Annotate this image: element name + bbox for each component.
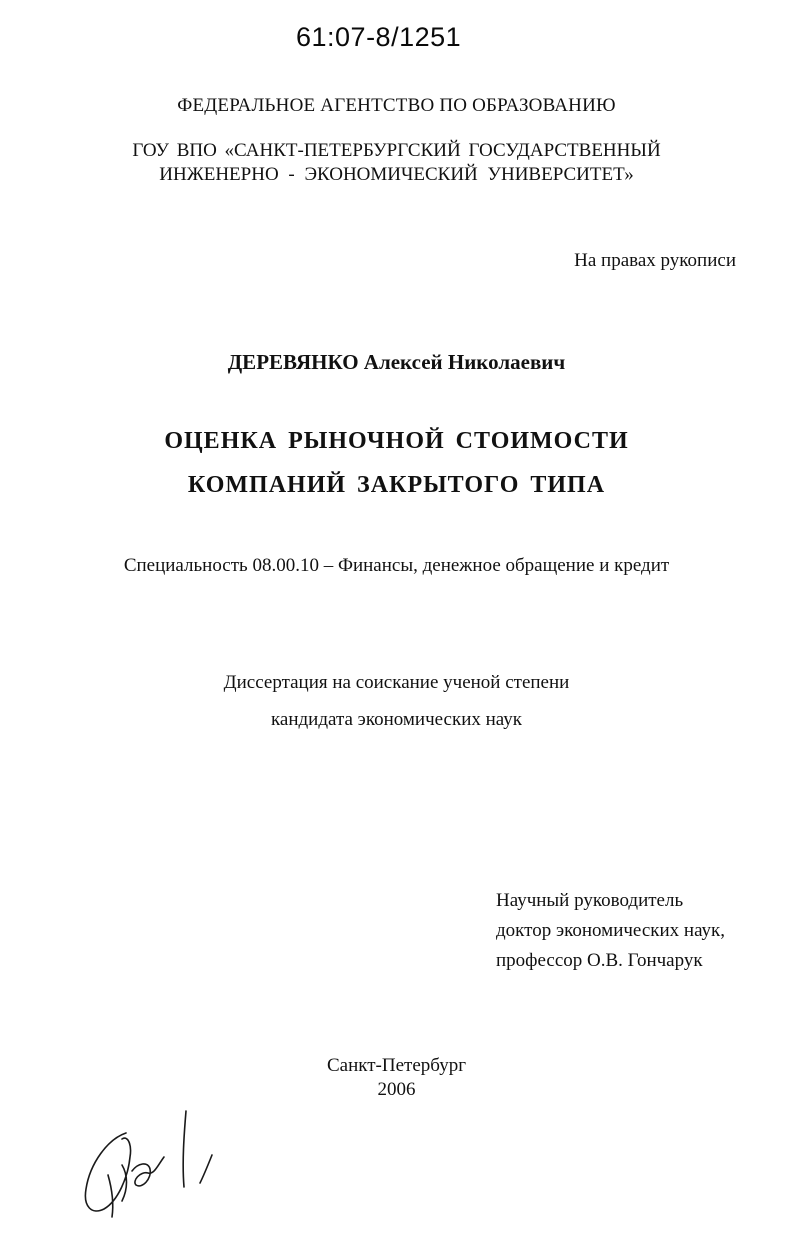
degree-line1: Диссертация на соискание ученой степени <box>223 672 570 693</box>
author-name <box>0 350 793 375</box>
manuscript-rights-note: На правах рукописи <box>574 250 736 271</box>
supervisor-degree: доктор экономических наук, <box>496 920 726 941</box>
dissertation-title-line1: ОЦЕНКА РЫНОЧНОЙ СТОИМОСТИ <box>164 428 629 454</box>
dissertation-title-line2: КОМПАНИЙ ЗАКРЫТОГО ТИПА <box>187 472 606 498</box>
city: Санкт-Петербург <box>326 1055 466 1076</box>
supervisor-name: профессор О.В. Гончарук <box>496 950 703 971</box>
university-name-line1: ГОУ ВПО «САНКТ-ПЕТЕРБУРГСКИЙ ГОСУДАРСТВЕННЫЙ <box>132 140 661 161</box>
supervisor-heading: Научный руководитель <box>496 890 684 911</box>
author-given-names: Алексей Николаевич <box>363 350 566 374</box>
specialty-line: Специальность 08.00.10 – Финансы, денежное обращение и кредит <box>123 555 670 576</box>
degree-line2: кандидата экономических наук <box>270 709 523 730</box>
registry-stamp: 61:07-8/1251 <box>296 22 462 52</box>
signature-icon <box>78 1105 228 1235</box>
agency-name: ФЕДЕРАЛЬНОЕ АГЕНТСТВО ПО ОБРАЗОВАНИЮ <box>177 95 616 116</box>
year: 2006 <box>377 1079 416 1100</box>
university-name-line2: ИНЖЕНЕРНО - ЭКОНОМИЧЕСКИЙ УНИВЕРСИТЕТ» <box>159 164 634 185</box>
author-surname: ДЕРЕВЯНКО <box>227 350 359 374</box>
